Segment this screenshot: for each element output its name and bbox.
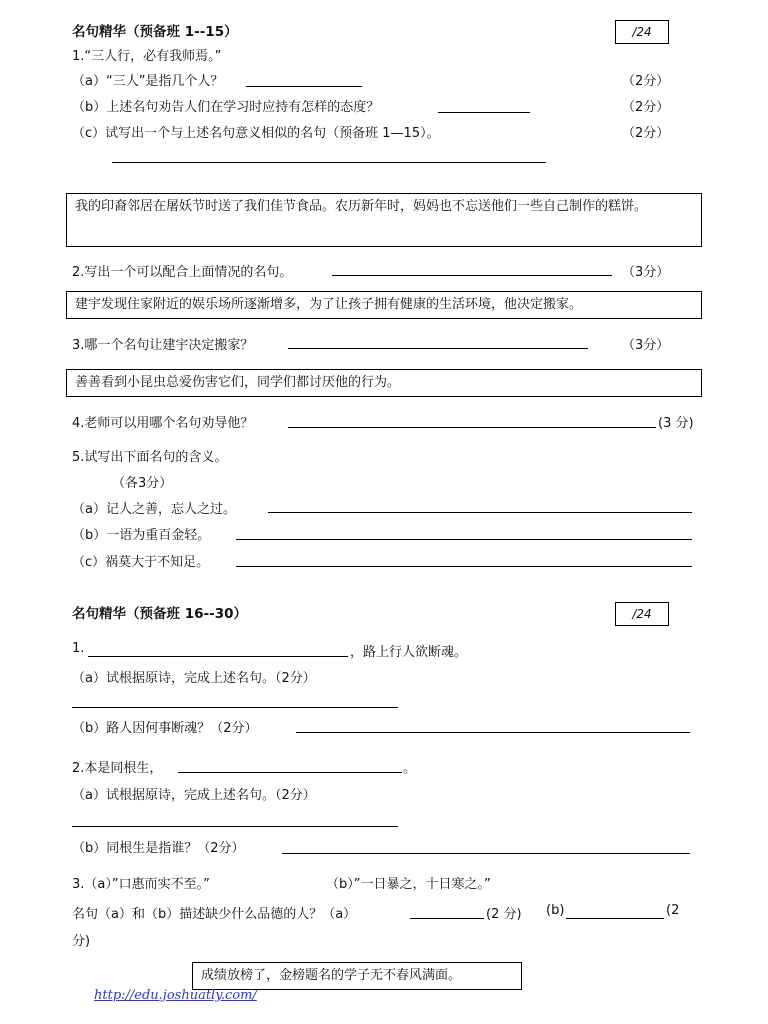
s2-q1-fill-line[interactable] <box>88 656 348 657</box>
s1-q1c-text: （c）试写出一个与上述名句意义相似的名句（预备班 1—15）。 <box>72 126 440 141</box>
s1-q1c-answer-line[interactable] <box>112 162 546 163</box>
s2-q3b-answer-line[interactable] <box>566 918 664 919</box>
s1-q5a-answer-line[interactable] <box>268 512 692 513</box>
s1-q2-answer-line[interactable] <box>332 275 612 276</box>
s1-q1a-text: （a）“三人”是指几个人？ <box>72 74 224 89</box>
s1-q2-text: 2.写出一个可以配合上面情况的名句。 <box>72 265 293 280</box>
s2-q2-head: 2.本是同根生， <box>72 761 163 776</box>
s2-scenario-text: 成绩放榜了，金榜题名的学子无不春风满面。 <box>201 968 462 983</box>
s2-q2-tail: 。 <box>403 761 417 776</box>
s2-q3b-marks-2: 分) <box>72 934 91 949</box>
section2-score-box: /24 <box>615 602 669 626</box>
s2-q1-tail: ，路上行人欲断魂。 <box>350 645 468 660</box>
s2-q1-number: 1. <box>72 641 85 656</box>
s1-scenario-3-text: 善善看到小昆虫总爱伤害它们，同学们都讨厌他的行为。 <box>75 375 401 390</box>
s1-scenario-1-text: 我的印裔邻居在屠妖节时送了我们佳节食品。农历新年时，妈妈也不忘送他们一些自己制作的糕饼。 <box>75 199 648 214</box>
footer-url-link[interactable]: http://edu.joshuatly.com/ <box>94 988 257 1003</box>
s2-q2a-text: （a）试根据原诗，完成上述名句。（2分） <box>72 788 316 803</box>
s2-q3-quote-b: （b）”一日暴之，十日寒之。” <box>326 877 491 892</box>
s2-q3-question: 名句（a）和（b）描述缺少什么品德的人？（a） <box>72 907 357 922</box>
s1-q1c-marks: （2分） <box>622 126 670 141</box>
s1-q5b-text: （b）一语为重百金轻。 <box>72 528 211 543</box>
s1-q1-stem: 1.“三人行，必有我师焉。” <box>72 49 222 64</box>
s2-scenario-box <box>192 962 522 990</box>
s1-q1b-marks: （2分） <box>622 100 670 115</box>
s2-q3-quote-a: 3.（a）”口惠而实不至。” <box>72 877 210 892</box>
s1-q3-answer-line[interactable] <box>288 348 588 349</box>
s1-q5c-answer-line[interactable] <box>236 566 692 567</box>
s2-q3b-marks-1: (2 <box>666 903 680 918</box>
s1-q5-marks: （各3分） <box>112 476 173 491</box>
s2-q2a-answer-line[interactable] <box>72 826 398 827</box>
s2-q2b-text: （b）同根生是指谁？（2分） <box>72 841 245 856</box>
s1-q4-marks: (3 分) <box>658 416 694 431</box>
s2-q2b-answer-line[interactable] <box>282 853 690 854</box>
s1-q5-text: 5.试写出下面名句的含义。 <box>72 450 228 465</box>
s2-q1b-answer-line[interactable] <box>296 732 690 733</box>
s1-q1b-answer-line[interactable] <box>438 112 530 113</box>
s1-scenario-box-2 <box>66 291 702 319</box>
s1-scenario-2-text: 建宇发现住家附近的娱乐场所逐渐增多，为了让孩子拥有健康的生活环境，他决定搬家。 <box>75 297 583 312</box>
s1-q3-marks: （3分） <box>622 338 670 353</box>
s1-q1a-answer-line[interactable] <box>246 86 362 87</box>
s1-q4-answer-line[interactable] <box>288 427 656 428</box>
s1-q5c-text: （c）祸莫大于不知足。 <box>72 555 210 570</box>
s1-q5a-text: （a）记人之善，忘人之过。 <box>72 502 236 517</box>
section1-score-box: /24 <box>615 20 669 44</box>
s1-q4-text: 4.老师可以用哪个名句劝导他？ <box>72 416 254 431</box>
s2-q1a-text: （a）试根据原诗，完成上述名句。（2分） <box>72 671 316 686</box>
s2-q1b-text: （b）路人因何事断魂？（2分） <box>72 721 258 736</box>
section1-title: 名句精华（预备班 1--15） <box>72 24 238 40</box>
s2-q3b-label: (b) <box>546 903 565 918</box>
s1-q2-marks: （3分） <box>622 265 670 280</box>
s2-q1a-answer-line[interactable] <box>72 707 398 708</box>
s1-q1a-marks: （2分） <box>622 74 670 89</box>
s1-scenario-box-1 <box>66 193 702 247</box>
section2-title: 名句精华（预备班 16--30） <box>72 606 247 622</box>
s1-q3-text: 3.哪一个名句让建宇决定搬家？ <box>72 338 254 353</box>
s1-q5b-answer-line[interactable] <box>236 539 692 540</box>
s2-q3a-answer-line[interactable] <box>410 918 484 919</box>
s1-scenario-box-3 <box>66 369 702 397</box>
s2-q3a-marks: (2 分) <box>486 907 522 922</box>
s1-q1b-text: （b）上述名句劝告人们在学习时应持有怎样的态度？ <box>72 100 380 115</box>
s2-q2-fill-line[interactable] <box>178 772 402 773</box>
